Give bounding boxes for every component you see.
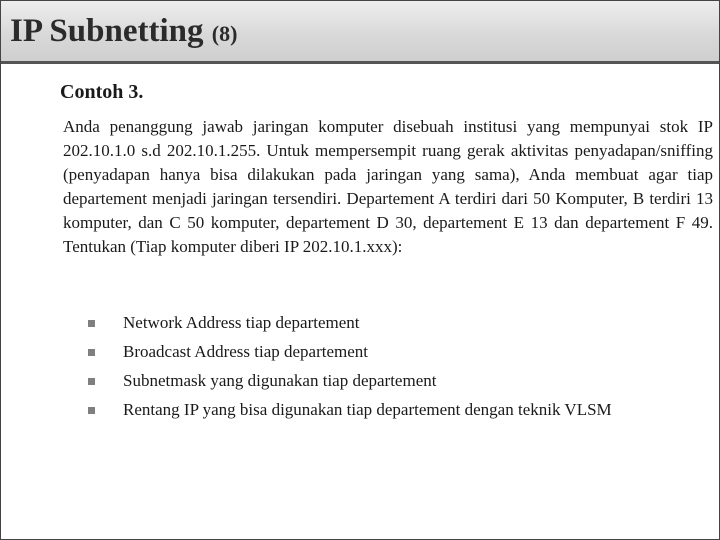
problem-paragraph: Anda penanggung jawab jaringan komputer disebuah institusi yang mempunyai stok IP 202.10.1.0 s.d 202.10.1.255. Untuk mempersempit ruang gerak aktivitas penyadapan/sniffing (penyadapan hanya bisa dilakukan pada jaringan yang sama), Anda membuat agar tiap departement menjadi jaringan tersendiri. Departement A terdiri dari 50 Komputer, B terdiri 13 komputer, dan C 50 komputer, departement D 30, departement E 13 dan departement F 49. Tentukan (Tiap komputer diberi IP 202.10.1.xxx): [63,117,713,256]
list-item-text: Rentang IP yang bisa digunakan tiap departement dengan teknik VLSM [123,400,612,419]
example-heading: Contoh 3. [60,81,144,103]
title-divider [1,61,719,64]
task-list [86,311,713,427]
list-item-text: Subnetmask yang digunakan tiap departement [123,371,437,390]
list-item [86,340,713,364]
slide-title-main: IP Subnetting [10,13,204,49]
square-bullet-icon [88,349,95,356]
list-item [86,311,713,335]
list-item [86,398,713,422]
list-item-text: Network Address tiap departement [123,313,360,332]
square-bullet-icon [88,320,95,327]
square-bullet-icon [88,378,95,385]
title-bar [1,1,719,61]
slide-title-number: (8) [211,21,238,46]
square-bullet-icon [88,407,95,414]
list-item [86,369,713,393]
slide-title [10,11,237,54]
list-item-text: Broadcast Address tiap departement [123,342,369,361]
